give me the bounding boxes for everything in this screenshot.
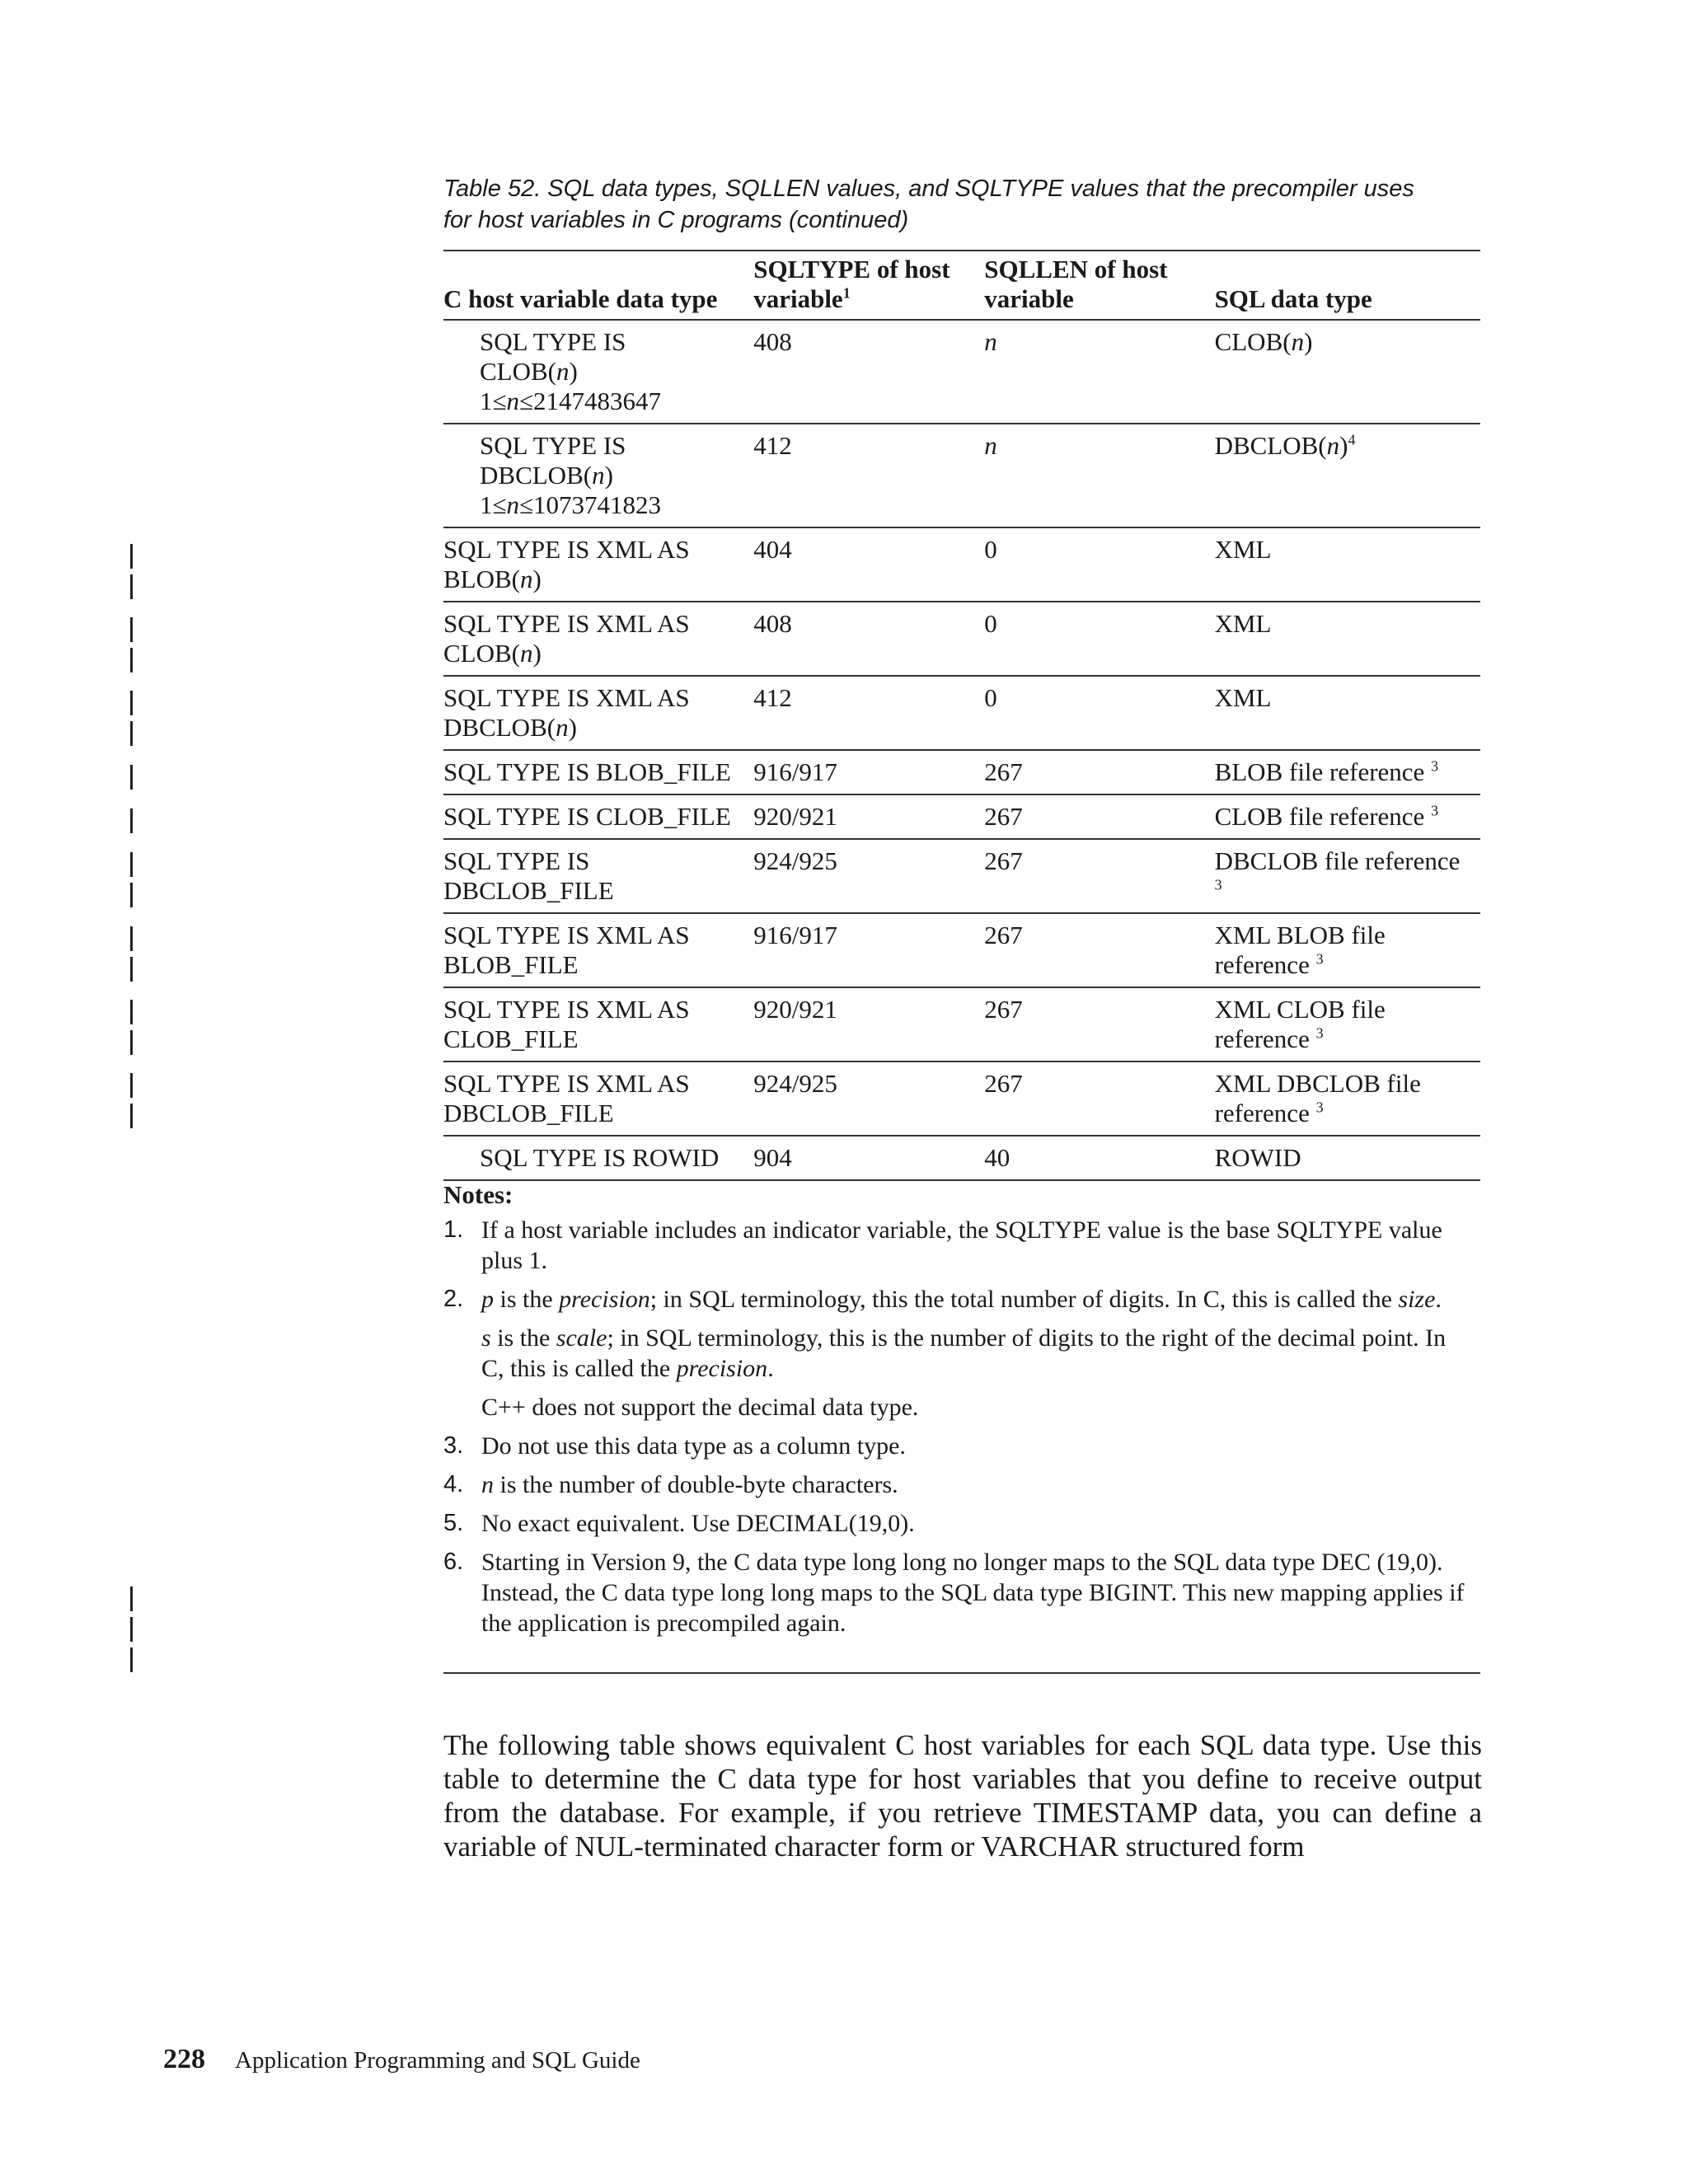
cell-text [480,387,748,416]
note-term: precision [559,1286,650,1313]
table-row [443,527,1480,602]
cell-footnote: 3 [1315,950,1324,968]
cell-text: SQL TYPE IS XML AS [443,1069,690,1098]
cell-text: SQL TYPE IS [480,327,626,356]
revision-change-bars [130,0,138,2184]
table-row [443,1062,1480,1136]
change-bar [130,544,133,569]
note-text [481,1284,1474,1315]
cell-sqltype: 412 [753,676,984,750]
note-item [443,1547,1474,1638]
note-text-part: is the number of double-byte characters. [494,1471,898,1498]
cell-text-part: ≤2147483647 [519,387,662,415]
cell-variable: n [520,565,533,593]
cell-text-part: 1≤ [480,490,507,519]
cell-sql-type: ROWID [1215,1136,1480,1180]
cell-host-type [443,424,753,527]
cell-text: XML CLOB file [1214,995,1386,1024]
cell-host-type [443,527,753,602]
cell-text-part: ) [532,639,542,668]
cell-text: SQL TYPE IS XML AS [443,921,690,949]
cell-sqllen: 267 [984,794,1214,839]
cell-text-part: reference [1214,950,1310,979]
note-number: 4. [443,1471,464,1497]
note-text-part: is the [494,1286,560,1313]
cell-text [480,357,748,387]
cell-footnote: 4 [1348,431,1356,448]
note-text: No exact equivalent. Use DECIMAL(19,0). [481,1510,915,1537]
note-item [443,1469,1474,1500]
notes-list [443,1215,1474,1647]
cell-host-type [443,676,753,750]
cell-sql-type [1215,750,1480,794]
note-text: Starting in Version 9, the C data type long long no longer maps to the SQL data type DEC (19,0). Instead, the C data type long long maps to the SQL data type BIGINT. This new mapping applies if the application is precompiled again. [481,1549,1465,1637]
cell-text [443,639,748,668]
change-bar [130,957,133,982]
cell-sqltype: 924/925 [753,1062,984,1136]
cell-text [1215,1099,1475,1128]
cell-host-type [443,987,753,1062]
cell-sqltype: 920/921 [753,794,984,839]
change-bar [130,765,133,790]
cell-text: CLOB_FILE [443,1024,579,1053]
cell-text: XML BLOB file [1214,921,1386,949]
change-bar [130,1104,133,1128]
cell-sql-type [1215,424,1480,527]
cell-text-part: DBCLOB( [443,713,556,742]
cell-text-part: CLOB file reference [1214,802,1425,831]
sql-types-table [443,250,1480,1181]
table-row [443,750,1480,794]
cell-sqltype: 404 [753,527,984,602]
cell-text [480,461,748,490]
cell-text-part: reference [1214,1099,1310,1127]
change-bar [130,1000,133,1024]
note-variable: s [481,1324,491,1352]
cell-variable: n [1291,327,1305,356]
note-number: 5. [443,1510,464,1536]
note-text-part: ; in SQL terminology, this the total number of digits. In C, this is called the [649,1286,1399,1313]
cell-sqllen: 267 [984,839,1214,913]
note-number: 6. [443,1549,464,1575]
cell-sql-type: XML [1215,527,1480,602]
cell-text-part: ) [1339,431,1348,460]
cell-sqllen: n [984,320,1214,424]
table-row [443,794,1480,839]
cell-sqltype: 920/921 [753,987,984,1062]
cell-sqllen: 267 [984,913,1214,987]
note-text: If a host variable includes an indicator variable, the SQLTYPE value is the base SQLTYPE value plus 1. [481,1216,1442,1274]
note-text-part: . [767,1355,774,1382]
cell-text [443,713,748,743]
cell-text: SQL TYPE IS [480,431,626,460]
change-bar [130,574,133,599]
cell-text: DBCLOB_FILE [443,876,614,905]
note-text-part: ; in SQL terminology, this is the number of digits to the right of the decimal point. In C, this is called the [481,1324,1447,1382]
header-sqltype-footnote: 1 [842,284,851,302]
cell-text-part: ) [532,565,542,593]
cell-sqltype: 408 [753,320,984,424]
note-text-part: . [1435,1286,1442,1313]
cell-sqllen: 0 [984,602,1214,676]
cell-sql-type [1215,320,1480,424]
table-row [443,320,1480,424]
cell-sqllen: n [984,424,1214,527]
cell-sql-type: XML [1215,602,1480,676]
notes-heading: Notes: [443,1180,513,1209]
cell-sqllen: 40 [984,1136,1214,1180]
cell-sqltype: 412 [753,424,984,527]
cell-text-part: 1≤ [480,387,507,415]
table-row [443,839,1480,913]
cell-text: SQL TYPE IS XML AS [443,995,690,1024]
note-number: 1. [443,1216,464,1243]
cell-text: SQL TYPE IS XML AS [443,535,690,564]
cell-sql-type [1215,1062,1480,1136]
cell-sql-type [1215,794,1480,839]
cell-sqllen: 0 [984,676,1214,750]
header-sqltype [753,251,984,320]
cell-text: BLOB_FILE [443,950,579,979]
header-sql-data-type: SQL data type [1215,251,1480,320]
cell-sqllen: 267 [984,1062,1214,1136]
caption-line-2: for host variables in C programs (continued) [443,207,909,233]
cell-text-part: DBCLOB( [480,461,593,490]
cell-text: DBCLOB_FILE [443,1099,614,1127]
cell-text-part: CLOB( [443,639,520,668]
cell-footnote: 3 [1214,876,1222,893]
cell-text [443,565,748,594]
page-number: 228 [163,2044,205,2074]
cell-text-part: BLOB( [443,565,520,593]
cell-host-type [443,320,753,424]
cell-variable: n [556,357,570,386]
cell-sqllen: 267 [984,750,1214,794]
change-bar [130,1030,133,1055]
cell-host-type: SQL TYPE IS CLOB_FILE [443,794,753,839]
notes-bottom-rule [443,1672,1480,1674]
cell-text: DBCLOB file reference [1214,846,1461,875]
cell-sqltype: 916/917 [753,913,984,987]
note-item [443,1431,1474,1461]
note-text: Do not use this data type as a column type. [481,1432,906,1460]
note-text [481,1469,1474,1500]
cell-text-part: CLOB( [480,357,556,386]
note-text: C++ does not support the decimal data type. [481,1394,919,1421]
change-bar [130,926,133,951]
cell-sql-type [1215,987,1480,1062]
cell-variable: n [592,461,605,490]
cell-variable: n [520,639,533,668]
caption-line-1: Table 52. SQL data types, SQLLEN values, and SQLTYPE values that the precompiler uses [443,176,1414,202]
cell-host-type [443,602,753,676]
cell-text [1215,1024,1475,1054]
cell-footnote: 3 [1315,1024,1324,1042]
table-header-row [443,251,1480,320]
cell-sqltype: 916/917 [753,750,984,794]
cell-text: SQL TYPE IS [443,846,590,875]
cell-variable: n [556,713,569,742]
cell-variable: n [506,387,520,415]
cell-text-part: ) [1304,327,1313,356]
table-row [443,602,1480,676]
cell-sqllen: 0 [984,527,1214,602]
book-title: Application Programming and SQL Guide [235,2047,640,2074]
change-bar [130,1647,133,1672]
cell-host-type [443,913,753,987]
cell-text [1215,876,1475,906]
note-item [443,1284,1474,1422]
change-bar [130,1073,133,1098]
cell-text: SQL TYPE IS XML AS [443,683,690,712]
note-item [443,1508,1474,1539]
note-variable: n [481,1471,494,1498]
cell-text-part: reference [1214,1024,1310,1053]
table-caption [443,173,1474,236]
change-bar [130,808,133,833]
cell-text-part: ) [604,461,613,490]
table-row [443,1136,1480,1180]
cell-sqltype: 408 [753,602,984,676]
cell-text: XML DBCLOB file [1214,1069,1421,1098]
cell-sqltype: 924/925 [753,839,984,913]
cell-host-type: SQL TYPE IS BLOB_FILE [443,750,753,794]
cell-host-type [443,839,753,913]
cell-text: SQL TYPE IS XML AS [443,609,690,638]
cell-text-part: CLOB( [1214,327,1292,356]
note-term: size [1398,1286,1436,1313]
cell-sql-type: XML [1215,676,1480,750]
cell-text [480,490,748,520]
cell-footnote: 3 [1431,757,1439,775]
change-bar [130,1617,133,1642]
header-sqllen: SQLLEN of host variable [984,251,1214,320]
change-bar [130,691,133,715]
note-number: 3. [443,1432,464,1459]
table-row [443,424,1480,527]
cell-footnote: 3 [1431,802,1439,819]
page-footer [163,2044,640,2075]
cell-text-part: DBCLOB( [1214,431,1327,460]
note-variable: p [481,1286,494,1313]
header-c-host-type: C host variable data type [443,251,753,320]
cell-sql-type [1215,839,1480,913]
header-sqltype-label: SQLTYPE of host variable [753,255,950,313]
change-bar [130,1586,133,1611]
cell-text-part: ≤1073741823 [519,490,662,519]
table-row [443,913,1480,987]
cell-sql-type [1215,913,1480,987]
cell-sqllen: 267 [984,987,1214,1062]
change-bar [130,721,133,746]
cell-footnote: 3 [1315,1099,1324,1116]
note-item [443,1215,1474,1276]
change-bar [130,617,133,642]
cell-text-part: BLOB file reference [1214,757,1425,786]
table-row [443,987,1480,1062]
cell-variable: n [506,490,520,519]
change-bar [130,883,133,907]
note-number: 2. [443,1286,464,1312]
change-bar [130,648,133,673]
cell-variable: n [1326,431,1340,460]
table-row [443,676,1480,750]
note-text-part: is the [490,1324,556,1352]
cell-text-part: ) [568,713,577,742]
cell-sqltype: 904 [753,1136,984,1180]
body-paragraph: The following table shows equivalent C host variables for each SQL data type. Use this table to determine the C data type for host variables that you define to receive output from the database. For example, if you retrieve TIMESTAMP data, you can define a variable of NUL-terminated character form or VARCHAR structured form [443,1729,1482,1863]
note-term: scale [556,1324,607,1352]
note-term: precision [676,1355,768,1382]
cell-host-type [443,1062,753,1136]
note-text [481,1323,1474,1384]
cell-text-part: ) [569,357,578,386]
cell-text [1215,950,1475,980]
change-bar [130,852,133,877]
cell-host-type: SQL TYPE IS ROWID [443,1136,753,1180]
